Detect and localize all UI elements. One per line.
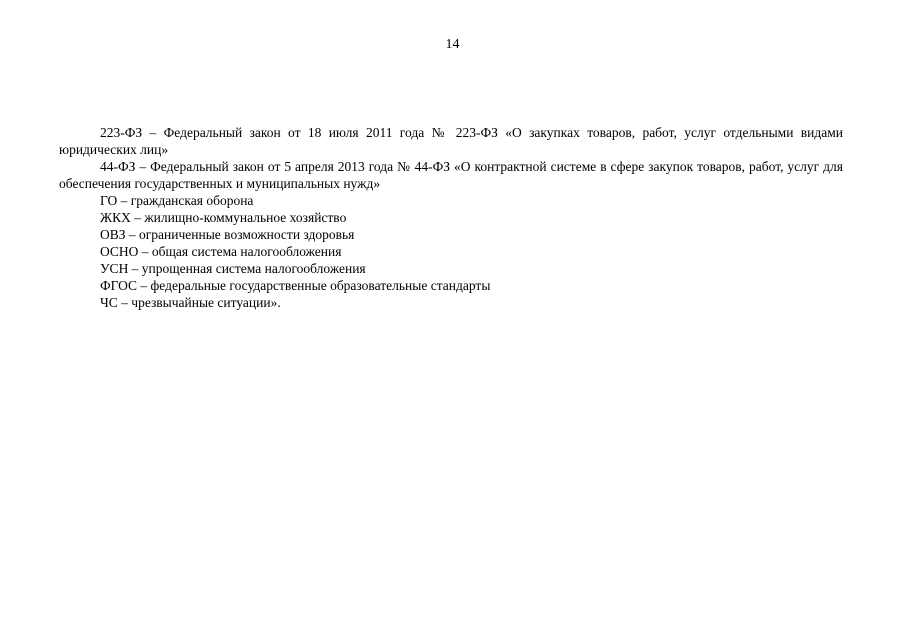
- abbreviation-entry-osno: ОСНО – общая система налогообложения: [100, 244, 342, 259]
- abbreviations-list: [59, 124, 843, 311]
- abbreviation-entry-chs: ЧС – чрезвычайные ситуации».: [100, 295, 281, 310]
- abbreviation-entry-go: ГО – гражданская оборона: [100, 193, 254, 208]
- abbreviation-entry-ovz: ОВЗ – ограниченные возможности здоровья: [100, 227, 355, 242]
- abbreviation-entry-usn: УСН – упрощенная система налогообложения: [100, 261, 366, 276]
- abbreviation-entry-44-fz: 44-ФЗ – Федеральный закон от 5 апреля 2013 года № 44-ФЗ «О контрактной системе в сфере закупок товаров, работ, услуг для обеспечения государственных и муниципальных нужд»: [59, 159, 843, 191]
- abbreviation-entry-fgos: ФГОС – федеральные государственные образовательные стандарты: [100, 278, 491, 293]
- abbreviation-entry-zhkh: ЖКХ – жилищно-коммунальное хозяйство: [100, 210, 347, 225]
- abbreviation-entry-223-fz: 223-ФЗ – Федеральный закон от 18 июля 2011 года № 223-ФЗ «О закупках товаров, работ, услуг отдельными видами юридических лиц»: [59, 125, 843, 157]
- page-number: 14: [445, 37, 460, 52]
